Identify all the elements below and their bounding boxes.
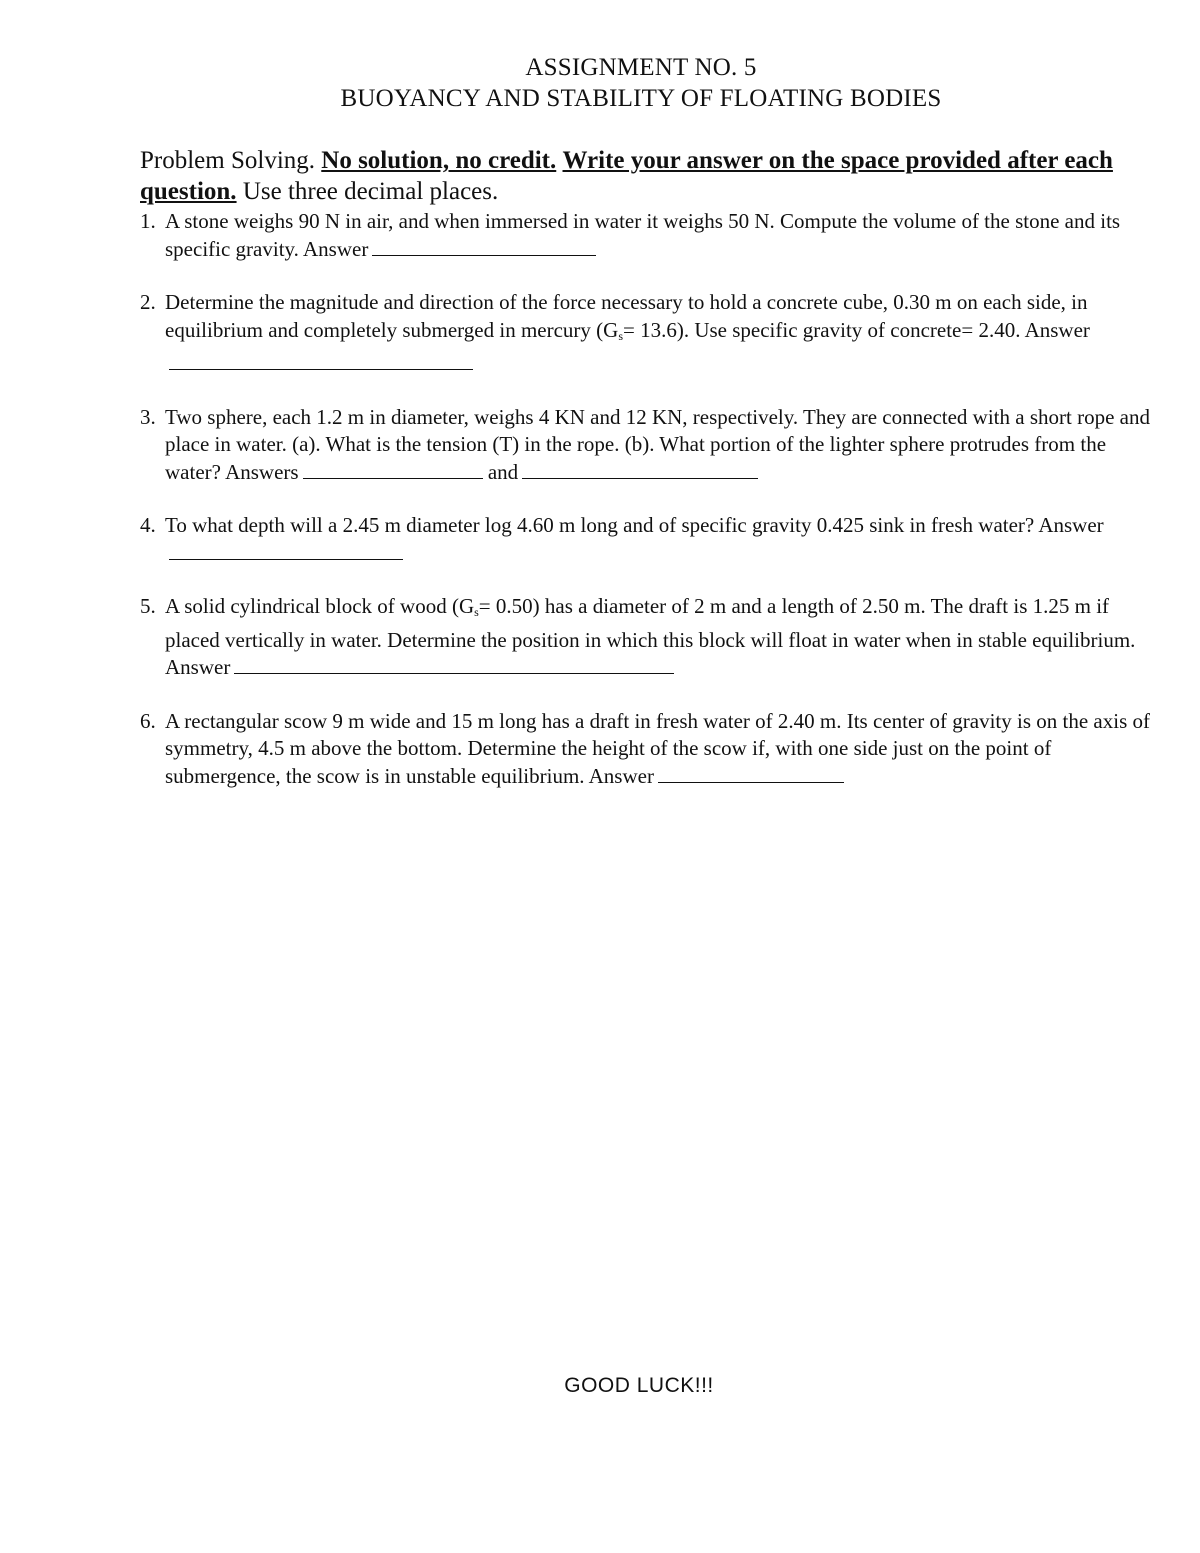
problem-text: Two sphere, each 1.2 m in diameter, weighs 4 KN and 12 KN, respectively. They are connected with a short rope and place in water. (a). What is the tension (T) in the rope. (b). What portion of the lighter sphere protrudes from the water? — [165, 404, 1150, 484]
instructions-no-credit: No solution, no credit. — [321, 147, 557, 174]
problem-number: 5. — [140, 594, 156, 618]
problem-text-continued: = 13.6). Use specific gravity of concrete= 2.40. — [623, 317, 1021, 342]
problem-number: 1. — [140, 209, 156, 233]
problem-6 — [140, 708, 1150, 791]
answer-blank[interactable] — [372, 236, 596, 256]
problem-1 — [140, 208, 1150, 263]
problem-text: A solid cylindrical block of wood (G — [165, 594, 475, 618]
assignment-title: ASSIGNMENT NO. 5 — [525, 54, 757, 81]
problem-text-continued: = 0.50) has a diameter of 2 m and a length of 2.50 m. The draft is 1.25 m if placed vertically in water. Determine the position in which this block will float in water when in stable equilibrium. — [165, 594, 1136, 652]
problem-number: 2. — [140, 290, 156, 314]
answer-label: Answers — [225, 459, 299, 484]
document-header — [0, 52, 1200, 114]
answer-blank-b[interactable] — [522, 459, 758, 479]
problem-2 — [140, 289, 1150, 378]
problem-3 — [140, 404, 1150, 487]
answer-blank[interactable] — [169, 540, 403, 560]
problem-number: 3. — [140, 404, 156, 429]
problem-4 — [140, 512, 1150, 567]
assignment-subtitle: BUOYANCY AND STABILITY OF FLOATING BODIES — [340, 85, 942, 112]
answer-blank[interactable] — [658, 763, 844, 783]
problem-text: To what depth will a 2.45 m diameter log 4.60 m long and of specific gravity 0.425 sink in fresh water? — [165, 513, 1035, 537]
answer-blank[interactable] — [169, 350, 473, 370]
specific-gravity-subscript: s — [474, 605, 479, 619]
specific-gravity-subscript: s — [618, 328, 623, 343]
answer-label: Answer — [303, 236, 369, 261]
problem-list — [140, 208, 1150, 816]
closing-message: GOOD LUCK!!! — [564, 1374, 714, 1397]
answer-label: Answer — [1024, 317, 1090, 342]
instructions-lead: Problem Solving. — [140, 147, 322, 174]
problem-text: A stone weighs 90 N in air, and when immersed in water it weighs 50 N. Compute the volume of the stone and its specific gravity. — [165, 209, 1121, 261]
answer-label: Answer — [165, 655, 231, 679]
instructions-write-answer: Write your answer on the space provided after each question. — [140, 147, 1113, 205]
problem-text: A rectangular scow 9 m wide and 15 m long has a draft in fresh water of 2.40 m. Its center of gravity is on the axis of symmetry, 4.5 m above the bottom. Determine the height of the scow if, with one side just on the point of submergence, the scow is in unstable equilibrium. — [165, 708, 1150, 788]
problem-number: 4. — [140, 513, 156, 537]
answer-blank-a[interactable] — [303, 459, 483, 479]
answer-joiner: and — [487, 459, 519, 484]
instructions-tail: Use three decimal places. — [236, 178, 499, 205]
problem-number: 6. — [140, 708, 156, 733]
answer-label: Answer — [1038, 513, 1104, 537]
problem-5 — [140, 593, 1150, 682]
answer-label: Answer — [588, 763, 654, 788]
answer-blank[interactable] — [234, 654, 674, 674]
problem-text: Determine the magnitude and direction of the force necessary to hold a concrete cube, 0.30 m on each side, in equilibrium and completely submerged in mercury (G — [165, 290, 1088, 342]
instructions — [140, 145, 1140, 207]
